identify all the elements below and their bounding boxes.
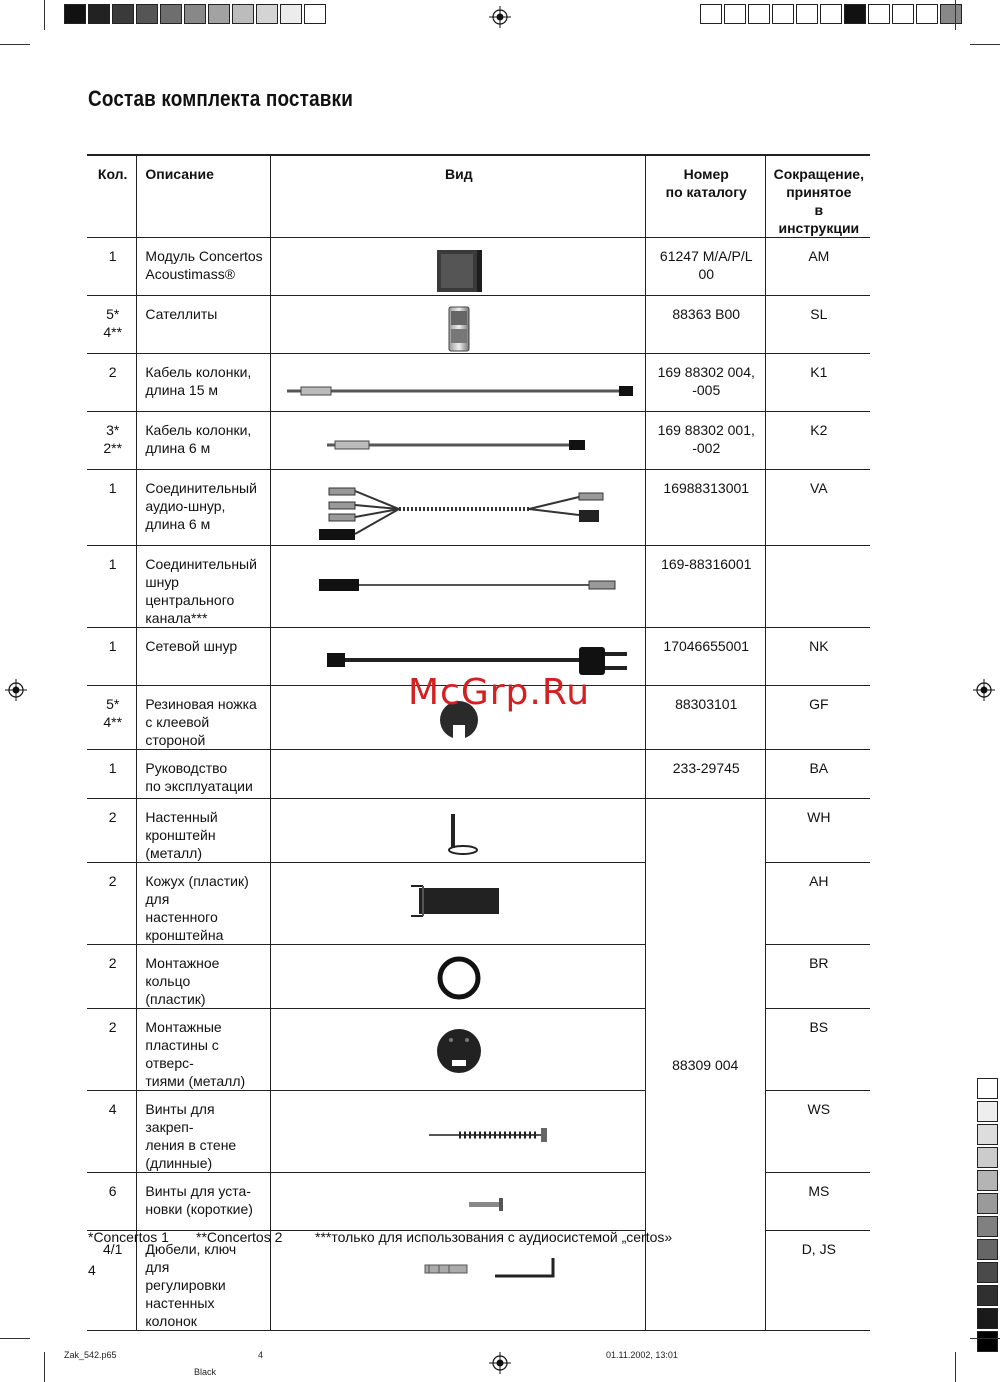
registration-mark-icon <box>5 679 27 701</box>
row-qty: 1 <box>87 546 137 628</box>
table-row <box>87 799 870 863</box>
row-qty: 1 <box>87 470 137 546</box>
row-description: Монтажное кольцо (пластик) <box>137 945 270 1009</box>
header-view: Вид <box>270 155 645 238</box>
row-abbreviation: BA <box>765 750 870 799</box>
kit-contents-table <box>87 154 870 1331</box>
row-abbreviation: BS <box>765 1009 870 1091</box>
crop-mark <box>955 1352 956 1382</box>
row-view <box>270 1173 645 1231</box>
row-catalog: 16988313001 <box>645 470 765 546</box>
color-bar-top-right <box>700 4 964 24</box>
registration-mark-icon <box>489 1352 511 1374</box>
row-description: Модуль Concertos Acoustimass® <box>137 238 270 296</box>
row-view <box>270 799 645 863</box>
crop-mark <box>970 44 1000 45</box>
slug-plate: Black <box>194 1367 217 1377</box>
row-abbreviation: MS <box>765 1173 870 1231</box>
row-description: Соединительный аудио-шнур, длина 6 м <box>137 470 270 546</box>
row-catalog: 233-29745 <box>645 750 765 799</box>
header-abbreviation: Сокращение, принятое в инструкции <box>765 155 870 238</box>
row-abbreviation <box>765 546 870 628</box>
crop-mark <box>44 1352 45 1382</box>
row-view <box>270 470 645 546</box>
row-abbreviation: AM <box>765 238 870 296</box>
slug-filename: Zak_542.p65 <box>64 1350 117 1360</box>
footnote-concertos-1: *Concertos 1 <box>88 1229 169 1245</box>
row-qty: 5* 4** <box>87 296 137 354</box>
row-view <box>270 354 645 412</box>
row-description: Винты для закреп- ления в стене (длинные) <box>137 1091 270 1173</box>
row-view <box>270 546 645 628</box>
row-description: Сетевой шнур <box>137 628 270 686</box>
row-qty: 2 <box>87 354 137 412</box>
row-description: Соединительный шнур центрального канала*** <box>137 546 270 628</box>
row-description: Руководство по эксплуатации <box>137 750 270 799</box>
row-description: Резиновая ножка с клеевой стороной <box>137 686 270 750</box>
color-bar-top-left <box>64 4 328 24</box>
row-view <box>270 412 645 470</box>
header-qty: Кол. <box>87 155 137 238</box>
row-qty: 6 <box>87 1173 137 1231</box>
row-qty: 4/1 <box>87 1231 137 1331</box>
row-abbreviation: K2 <box>765 412 870 470</box>
registration-mark-icon <box>973 679 995 701</box>
slug-page: 4 <box>258 1350 264 1360</box>
row-qty: 4 <box>87 1091 137 1173</box>
acoustimass-module-icon <box>429 247 489 295</box>
row-view <box>270 1091 645 1173</box>
row-abbreviation: WS <box>765 1091 870 1173</box>
page-number: 4 <box>88 1262 96 1278</box>
audio-cable-icon <box>279 479 639 545</box>
table-row <box>87 238 870 296</box>
row-catalog: 17046655001 <box>645 628 765 686</box>
row-qty: 2 <box>87 863 137 945</box>
mounting-ring-icon <box>429 954 489 1002</box>
table-header-row <box>87 155 870 238</box>
table-row <box>87 750 870 799</box>
mounting-plate-icon <box>429 1018 489 1084</box>
row-view <box>270 945 645 1009</box>
header-catalog: Номер по каталогу <box>645 155 765 238</box>
crop-mark <box>0 44 30 45</box>
crop-mark <box>0 1338 30 1339</box>
row-catalog: 169 88302 001, -002 <box>645 412 765 470</box>
row-qty: 1 <box>87 238 137 296</box>
long-screw-icon <box>279 1100 639 1166</box>
row-qty: 5* 4** <box>87 686 137 750</box>
table-row <box>87 296 870 354</box>
row-abbreviation: D, JS <box>765 1231 870 1331</box>
row-qty: 3* 2** <box>87 412 137 470</box>
watermark: McGrp.Ru <box>408 672 591 713</box>
row-description: Винты для уста- новки (короткие) <box>137 1173 270 1231</box>
header-description: Описание <box>137 155 270 238</box>
row-abbreviation: VA <box>765 470 870 546</box>
crop-mark <box>970 1338 1000 1339</box>
table-row <box>87 470 870 546</box>
satellite-speaker-icon <box>439 305 479 353</box>
row-abbreviation: WH <box>765 799 870 863</box>
row-view <box>270 1231 645 1331</box>
row-view <box>270 238 645 296</box>
row-qty: 2 <box>87 945 137 1009</box>
row-description: Дюбели, ключ для регулировки настенных колонок <box>137 1231 270 1331</box>
row-description: Кабель колонки, длина 6 м <box>137 412 270 470</box>
row-qty: 1 <box>87 628 137 686</box>
row-qty: 2 <box>87 1009 137 1091</box>
row-view <box>270 296 645 354</box>
row-description: Монтажные пластины с отверс- тиями (металл) <box>137 1009 270 1091</box>
row-description: Кожух (пластик) для настенного кронштейна <box>137 863 270 945</box>
row-catalog: 61247 M/A/P/L 00 <box>645 238 765 296</box>
row-abbreviation: SL <box>765 296 870 354</box>
row-abbreviation: NK <box>765 628 870 686</box>
speaker-cable-long-icon <box>279 363 639 411</box>
registration-mark-icon <box>489 6 511 28</box>
dowel-and-key-icon <box>279 1240 639 1306</box>
row-catalog: 88363 B00 <box>645 296 765 354</box>
row-abbreviation: AH <box>765 863 870 945</box>
bracket-cover-icon <box>399 872 519 938</box>
row-catalog: 169 88302 004, -005 <box>645 354 765 412</box>
crop-mark <box>44 0 45 30</box>
color-bar-right <box>977 1078 997 1354</box>
crop-mark <box>955 0 956 30</box>
footnote-certos-only: ***только для использования с аудиосистемой „certos» <box>315 1229 673 1245</box>
row-abbreviation: GF <box>765 686 870 750</box>
speaker-cable-short-icon <box>279 421 639 469</box>
center-channel-cable-icon <box>279 555 639 621</box>
row-description: Сателлиты <box>137 296 270 354</box>
page-title: Состав комплекта поставки <box>88 86 354 111</box>
row-abbreviation: BR <box>765 945 870 1009</box>
row-view <box>270 750 645 799</box>
row-description: Кабель колонки, длина 15 м <box>137 354 270 412</box>
short-screw-icon <box>279 1182 639 1230</box>
row-view <box>270 863 645 945</box>
table-row <box>87 412 870 470</box>
row-view <box>270 1009 645 1091</box>
merged-catalog-number: 88309 004 <box>645 799 765 1331</box>
row-qty: 1 <box>87 750 137 799</box>
row-catalog: 88303101 <box>645 686 765 750</box>
footnote-concertos-2: **Concertos 2 <box>196 1229 283 1245</box>
row-description: Настенный кронштейн (металл) <box>137 799 270 863</box>
slug-date: 01.11.2002, 13:01 <box>606 1350 678 1360</box>
table-row <box>87 546 870 628</box>
table-row <box>87 354 870 412</box>
row-qty: 2 <box>87 799 137 863</box>
wall-bracket-icon <box>429 808 489 856</box>
row-catalog: 169-88316001 <box>645 546 765 628</box>
row-abbreviation: K1 <box>765 354 870 412</box>
